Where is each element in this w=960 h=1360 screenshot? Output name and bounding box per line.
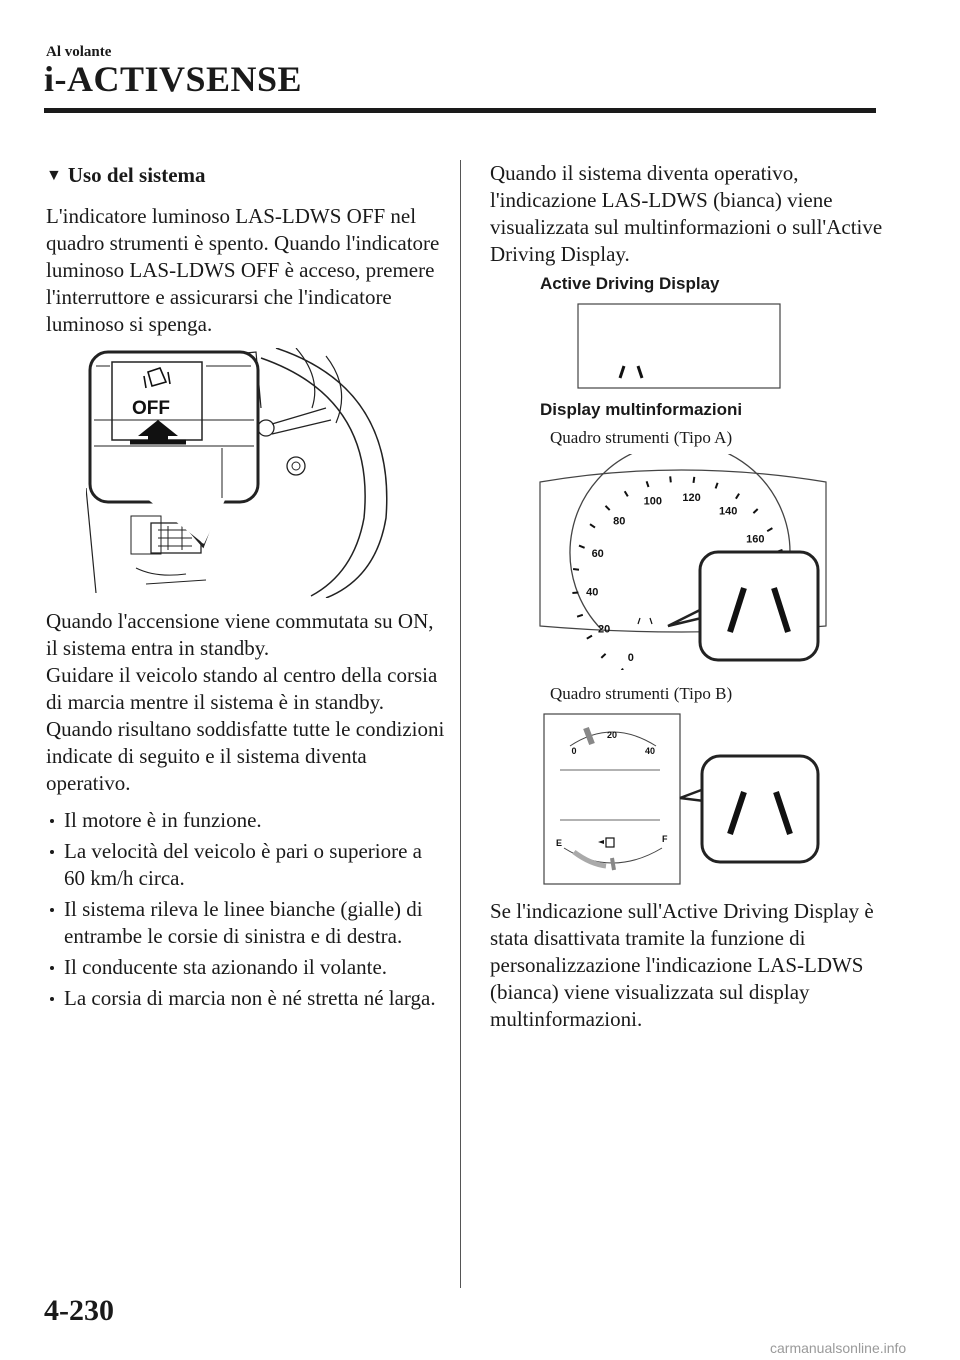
speed-tick-label: 80 bbox=[613, 515, 626, 528]
intro-paragraph: L'indicatore luminoso LAS-LDWS OFF nel quadro strumenti è spento. Quando l'indicatore luminoso LAS-LDWS OFF è acceso, premere l'interruttore e assicurarsi che l'indicatore luminoso si spenga. bbox=[46, 204, 440, 336]
speed-tick-mark bbox=[716, 483, 718, 489]
speed-tick-label: 0 bbox=[627, 652, 634, 664]
off-switch-label: OFF bbox=[132, 398, 170, 419]
watermark: carmanualsonline.info bbox=[770, 1340, 907, 1356]
list-item: Il conducente sta azionando il volante. bbox=[46, 954, 446, 981]
tipo-b-label: Quadro strumenti (Tipo B) bbox=[550, 684, 733, 703]
speed-tick-mark bbox=[767, 528, 772, 531]
temp-tick-label: 40 bbox=[644, 746, 656, 756]
right-column bbox=[490, 160, 890, 1033]
left-column bbox=[46, 160, 446, 1016]
speed-tick-label: 100 bbox=[643, 495, 662, 508]
list-item: La velocità del veicolo è pari o superiore a 60 km/h circa. bbox=[46, 838, 446, 892]
speed-tick-mark bbox=[573, 569, 579, 570]
speed-tick-mark bbox=[670, 476, 671, 482]
customization-paragraph: Se l'indicazione sull'Active Driving Display è stata disattivata tramite la funzione di personalizzazione l'indicazione LAS-LDWS (bianca) viene visualizzata sul display multinformazioni. bbox=[490, 899, 874, 1031]
speed-tick-label: 120 bbox=[682, 491, 701, 504]
temp-tick-label: 0 bbox=[571, 746, 577, 756]
list-item: La corsia di marcia non è né stretta né larga. bbox=[46, 985, 446, 1012]
active-driving-display-figure bbox=[490, 298, 890, 390]
header-rule bbox=[44, 108, 876, 113]
speed-tick-label: 20 bbox=[597, 623, 611, 636]
speed-tick-mark bbox=[736, 494, 739, 499]
temp-tick-label: 20 bbox=[606, 730, 618, 740]
tipo-a-label: Quadro strumenti (Tipo A) bbox=[550, 428, 733, 447]
standby-paragraph: Quando l'accensione viene commutata su ON, il sistema entra in standby. bbox=[46, 609, 434, 660]
subheading: ▼ Uso del sistema bbox=[46, 160, 446, 191]
fuel-empty-label: E bbox=[556, 838, 563, 848]
speed-tick-mark bbox=[577, 615, 583, 617]
speed-tick-mark bbox=[572, 593, 578, 594]
tipo-a-instrument-figure bbox=[490, 454, 890, 670]
section-label: Al volante bbox=[46, 44, 112, 60]
page-number: 4-230 bbox=[44, 1294, 114, 1327]
fuel-full-label: F bbox=[662, 834, 668, 844]
multi-info-display-label: Display multinformazioni bbox=[540, 400, 743, 419]
speed-tick-label: 160 bbox=[746, 533, 765, 546]
speed-tick-mark bbox=[590, 524, 595, 527]
speed-tick-mark bbox=[753, 509, 757, 513]
speed-tick-mark bbox=[587, 636, 592, 639]
list-item: Il sistema rileva le linee bianche (gialle) di entrambe le corsie di sinistra e di destra. bbox=[46, 896, 446, 950]
conditions-paragraph: Guidare il veicolo stando al centro della corsia di marcia mentre il sistema è in standby. Quando risultano soddisfatte tutte le condizioni indicate di seguito e il sistema diventa operativo. bbox=[46, 663, 445, 795]
speed-tick-mark bbox=[625, 491, 628, 496]
active-driving-display-label: Active Driving Display bbox=[540, 274, 720, 293]
list-item: Il motore è in funzione. bbox=[46, 807, 446, 834]
tipo-b-instrument-figure bbox=[490, 710, 890, 888]
conditions-list bbox=[46, 807, 446, 1012]
speed-tick-mark bbox=[694, 477, 695, 483]
switch-illustration bbox=[86, 348, 396, 598]
speed-tick-mark bbox=[647, 481, 649, 487]
triangle-down-icon: ▼ bbox=[46, 167, 62, 184]
column-divider bbox=[460, 160, 461, 1288]
speed-tick-mark bbox=[579, 546, 585, 548]
chapter-title: i-ACTIVSENSE bbox=[44, 59, 303, 99]
speed-tick-label: 60 bbox=[591, 547, 604, 560]
speed-tick-mark bbox=[620, 669, 623, 670]
speed-tick-label: 40 bbox=[586, 586, 599, 599]
speed-tick-mark bbox=[601, 654, 605, 658]
speed-tick-mark bbox=[606, 506, 610, 510]
operative-paragraph: Quando il sistema diventa operativo, l'indicazione LAS-LDWS (bianca) viene visualizzata sul multinformazioni o sull'Active Driving Display. bbox=[490, 161, 883, 266]
speed-tick-label: 140 bbox=[719, 505, 738, 518]
